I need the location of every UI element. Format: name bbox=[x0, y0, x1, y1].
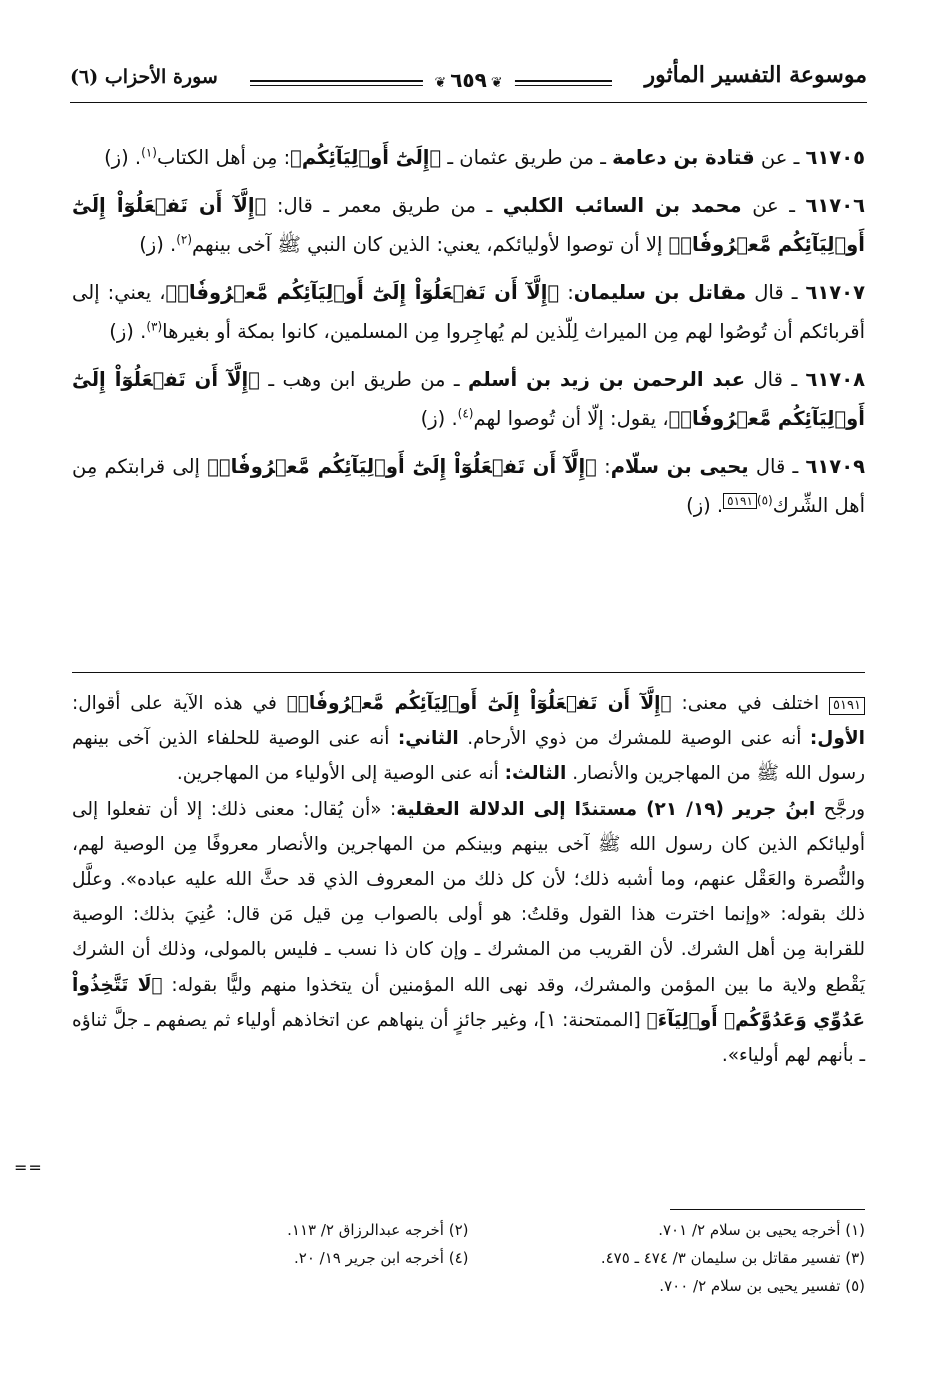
opinion-label: الثالث: bbox=[504, 763, 567, 785]
footnote: (٣) تفسير مقاتل بن سليمان ٣/ ٤٧٤ ـ ٤٧٥. bbox=[600, 1249, 865, 1267]
quran-quote: ﴿إِلَّآ أَن تَفۡعَلُوٓاْ إِلَىٰٓ أَوۡلِيَآئِكُم مَّعۡرُوفٗاۚ﴾ bbox=[72, 368, 865, 430]
entry-text: : مِن أهل الكتاب bbox=[156, 146, 291, 169]
footnote-ref[interactable]: (٢) bbox=[176, 232, 193, 247]
entry-number: ٦١٧٠٦ bbox=[805, 194, 865, 217]
commentary-block bbox=[72, 686, 865, 1073]
quran-quote: ﴿إِلَّآ أَن تَفۡعَلُوٓاْ إِلَىٰٓ أَوۡلِيَآئِكُم مَّعۡرُوفٗاۚ﴾ bbox=[165, 281, 560, 304]
narrator-name: عبد الرحمن بن زيد بن أسلم bbox=[468, 368, 746, 391]
opinion-text: أنه عنى الوصية للمشرك من ذوي الأرحام. bbox=[458, 728, 810, 750]
footnote: (٢) أخرجه عبدالرزاق ٢/ ١١٣. bbox=[287, 1221, 469, 1239]
footnote-ref[interactable]: (٣) bbox=[146, 319, 163, 334]
commentary-text: : «أن يُقال: معنى ذلك: إلا أن تفعلوا إلى أوليائكم الذين كان رسول الله ﷺ آخى بينهم وبينكم من المهاجرين والأنصار معروفًا مِن الوصية لهم، والنُّصرة والعَقْل عنهم، وما أشبه ذلك؛ لأن كل ذلك من المعروف الذي قد حثَّ الله عليه عباده». وعلَّل ذلك بقوله: «وإنما اخترت هذا القول وقلتُ: هو أولى بالصواب مِن قيل مَن قال: عُنِيَ بذلك: الوصية للقرابة مِن أهل الشرك. لأن القريب من المشرك ـ وإن كان ذا نسب ـ فليس بالمولى، وذلك أن الشرك يَقْطع ولاية ما بين المؤمن والمشرك، وقد نهى الله المؤمنين أن يتخذوا منهم وليًّا بقوله: bbox=[72, 798, 865, 996]
entry-text: ـ عن bbox=[754, 146, 806, 169]
entry-text: ـ عن bbox=[741, 194, 806, 217]
section-divider bbox=[72, 672, 865, 673]
entry-number: ٦١٧٠٩ bbox=[805, 455, 865, 478]
source-marker: . (ز) bbox=[109, 320, 147, 343]
opinion-label: الأول: bbox=[809, 728, 865, 750]
commentary-paragraph bbox=[72, 792, 865, 1074]
page-header bbox=[70, 62, 867, 102]
footnote: (٤) أخرجه ابن جرير ١٩/ ٢٠. bbox=[294, 1249, 469, 1267]
footnote-ref[interactable]: (١) bbox=[141, 145, 157, 160]
commentary-bold: ابنُ جرير (١٩/ ٢١) مستندًا إلى الدلالة العقلية bbox=[396, 798, 816, 820]
source-marker: . (ز) bbox=[420, 407, 458, 430]
commentary-text: [الممتحنة: ١]، وغير جائزٍ أن ينهاهم عن اتخاذهم أولياء ثم يصفهم ـ جلَّ ثناؤه ـ بأنهم لهم أولياء». bbox=[72, 1009, 865, 1067]
footnote: (٥) تفسير يحيى بن سلام ٢/ ٧٠٠. bbox=[659, 1277, 865, 1295]
opinion-text: أنه عنى الوصية إلى الأولياء من المهاجرين. bbox=[176, 763, 505, 785]
main-text bbox=[72, 138, 865, 534]
entry-text: ، يعني: إلى أقربائكم أن تُوصُوا لهم مِن الميراث لِلّذين لم يُهاجِروا مِن المسلمين، كانوا بمكة أو بغيرها bbox=[72, 281, 865, 343]
entry-text: : bbox=[596, 455, 611, 478]
commentary-text: في هذه الآية على أقوال: bbox=[72, 693, 287, 714]
entry-text: ـ من طريق عثمان ـ bbox=[441, 146, 613, 169]
surah-title: سورة الأحزاب (٦) bbox=[70, 66, 218, 88]
source-marker: . (ز) bbox=[139, 233, 177, 256]
narration-entry bbox=[72, 138, 865, 177]
footnote-divider bbox=[670, 1209, 865, 1210]
ornament-icon: ❦ bbox=[490, 75, 503, 91]
narrator-name: مقاتل بن سليمان bbox=[573, 281, 747, 304]
margin-mark: == bbox=[14, 1158, 43, 1177]
quran-quote: ﴿إِلَّآ أَن تَفۡعَلُوٓاْ إِلَىٰٓ أَوۡلِيَآئِكُم مَّعۡرُوفٗاۚ﴾ bbox=[72, 194, 865, 256]
entry-text: إلا أن توصوا لأوليائكم، يعني: الذين كان النبي ﷺ آخى بينهم bbox=[192, 233, 669, 256]
opinion-text: أنه عنى الوصية للحلفاء الذين آخى بينهم رسول الله ﷺ من المهاجرين والأنصار. bbox=[72, 728, 865, 785]
footnote bbox=[72, 1272, 469, 1300]
source-marker: . (ز) bbox=[104, 146, 142, 169]
opinion-label: الثاني: bbox=[397, 728, 459, 750]
entry-text: ـ قال bbox=[748, 455, 806, 478]
entry-number: ٦١٧٠٥ bbox=[805, 146, 865, 169]
entry-text: ، يقول: إلّا أن تُوصوا لهم bbox=[473, 407, 669, 430]
entry-number: ٦١٧٠٧ bbox=[805, 281, 865, 304]
footnote-row bbox=[72, 1216, 865, 1244]
entry-text: ـ قال bbox=[745, 368, 806, 391]
source-marker: . (ز) bbox=[686, 494, 724, 517]
page-number-block bbox=[422, 68, 514, 92]
entry-text: إلى قرابتكم مِن أهل الشِّرك bbox=[72, 455, 865, 517]
quran-quote: ﴿إِلَّآ أَن تَفۡعَلُوٓاْ إِلَىٰٓ أَوۡلِيَآئِكُم مَّعۡرُوفٗاۚ﴾ bbox=[286, 693, 672, 714]
narrator-name: محمد بن السائب الكلبي bbox=[502, 194, 742, 217]
narration-entry bbox=[72, 186, 865, 264]
ornament-icon: ❦ bbox=[434, 75, 447, 91]
footnote-ref[interactable]: (٥) bbox=[756, 493, 773, 508]
quran-quote: ﴿لَا تَتَّخِذُواْ عَدُوِّي وَعَدُوَّكُمۡ أَوۡلِيَآءَ﴾ bbox=[72, 974, 866, 1031]
footnote-ref[interactable]: (٤) bbox=[457, 406, 474, 421]
entry-number: ٦١٧٠٨ bbox=[805, 368, 865, 391]
commentary-text: ورجَّح bbox=[815, 798, 865, 820]
footnote-row bbox=[72, 1272, 865, 1300]
footnote-row bbox=[72, 1244, 865, 1272]
commentary-number-box: ٥١٩١ bbox=[829, 697, 865, 715]
narration-entry bbox=[72, 360, 865, 438]
book-title: موسوعة التفسير المأثور bbox=[644, 62, 867, 88]
page-number: ٦٥٩ bbox=[450, 68, 487, 92]
entry-text: : bbox=[559, 281, 574, 304]
footnotes bbox=[72, 1216, 865, 1300]
entry-text: ـ من طريق معمر ـ قال: bbox=[266, 194, 503, 217]
commentary-text: اختلف في معنى: bbox=[671, 693, 830, 714]
narration-entry bbox=[72, 447, 865, 525]
narrator-name: يحيى بن سلّام bbox=[610, 455, 749, 478]
narrator-name: قتادة بن دعامة bbox=[612, 146, 755, 169]
entry-text: ـ قال bbox=[746, 281, 806, 304]
header-underline bbox=[70, 102, 867, 103]
footnote: (١) أخرجه يحيى بن سلام ٢/ ٧٠١. bbox=[658, 1221, 865, 1239]
quran-quote: ﴿إِلَىٰٓ أَوۡلِيَآئِكُم﴾ bbox=[290, 146, 442, 169]
commentary-ref-box[interactable]: ٥١٩١ bbox=[723, 493, 757, 509]
narration-entry bbox=[72, 273, 865, 351]
commentary-paragraph bbox=[72, 686, 865, 792]
entry-text: ـ من طريق ابن وهب ـ bbox=[259, 368, 469, 391]
quran-quote: ﴿إِلَّآ أَن تَفۡعَلُوٓاْ إِلَىٰٓ أَوۡلِيَآئِكُم مَّعۡرُوفٗاۚ﴾ bbox=[207, 455, 597, 478]
